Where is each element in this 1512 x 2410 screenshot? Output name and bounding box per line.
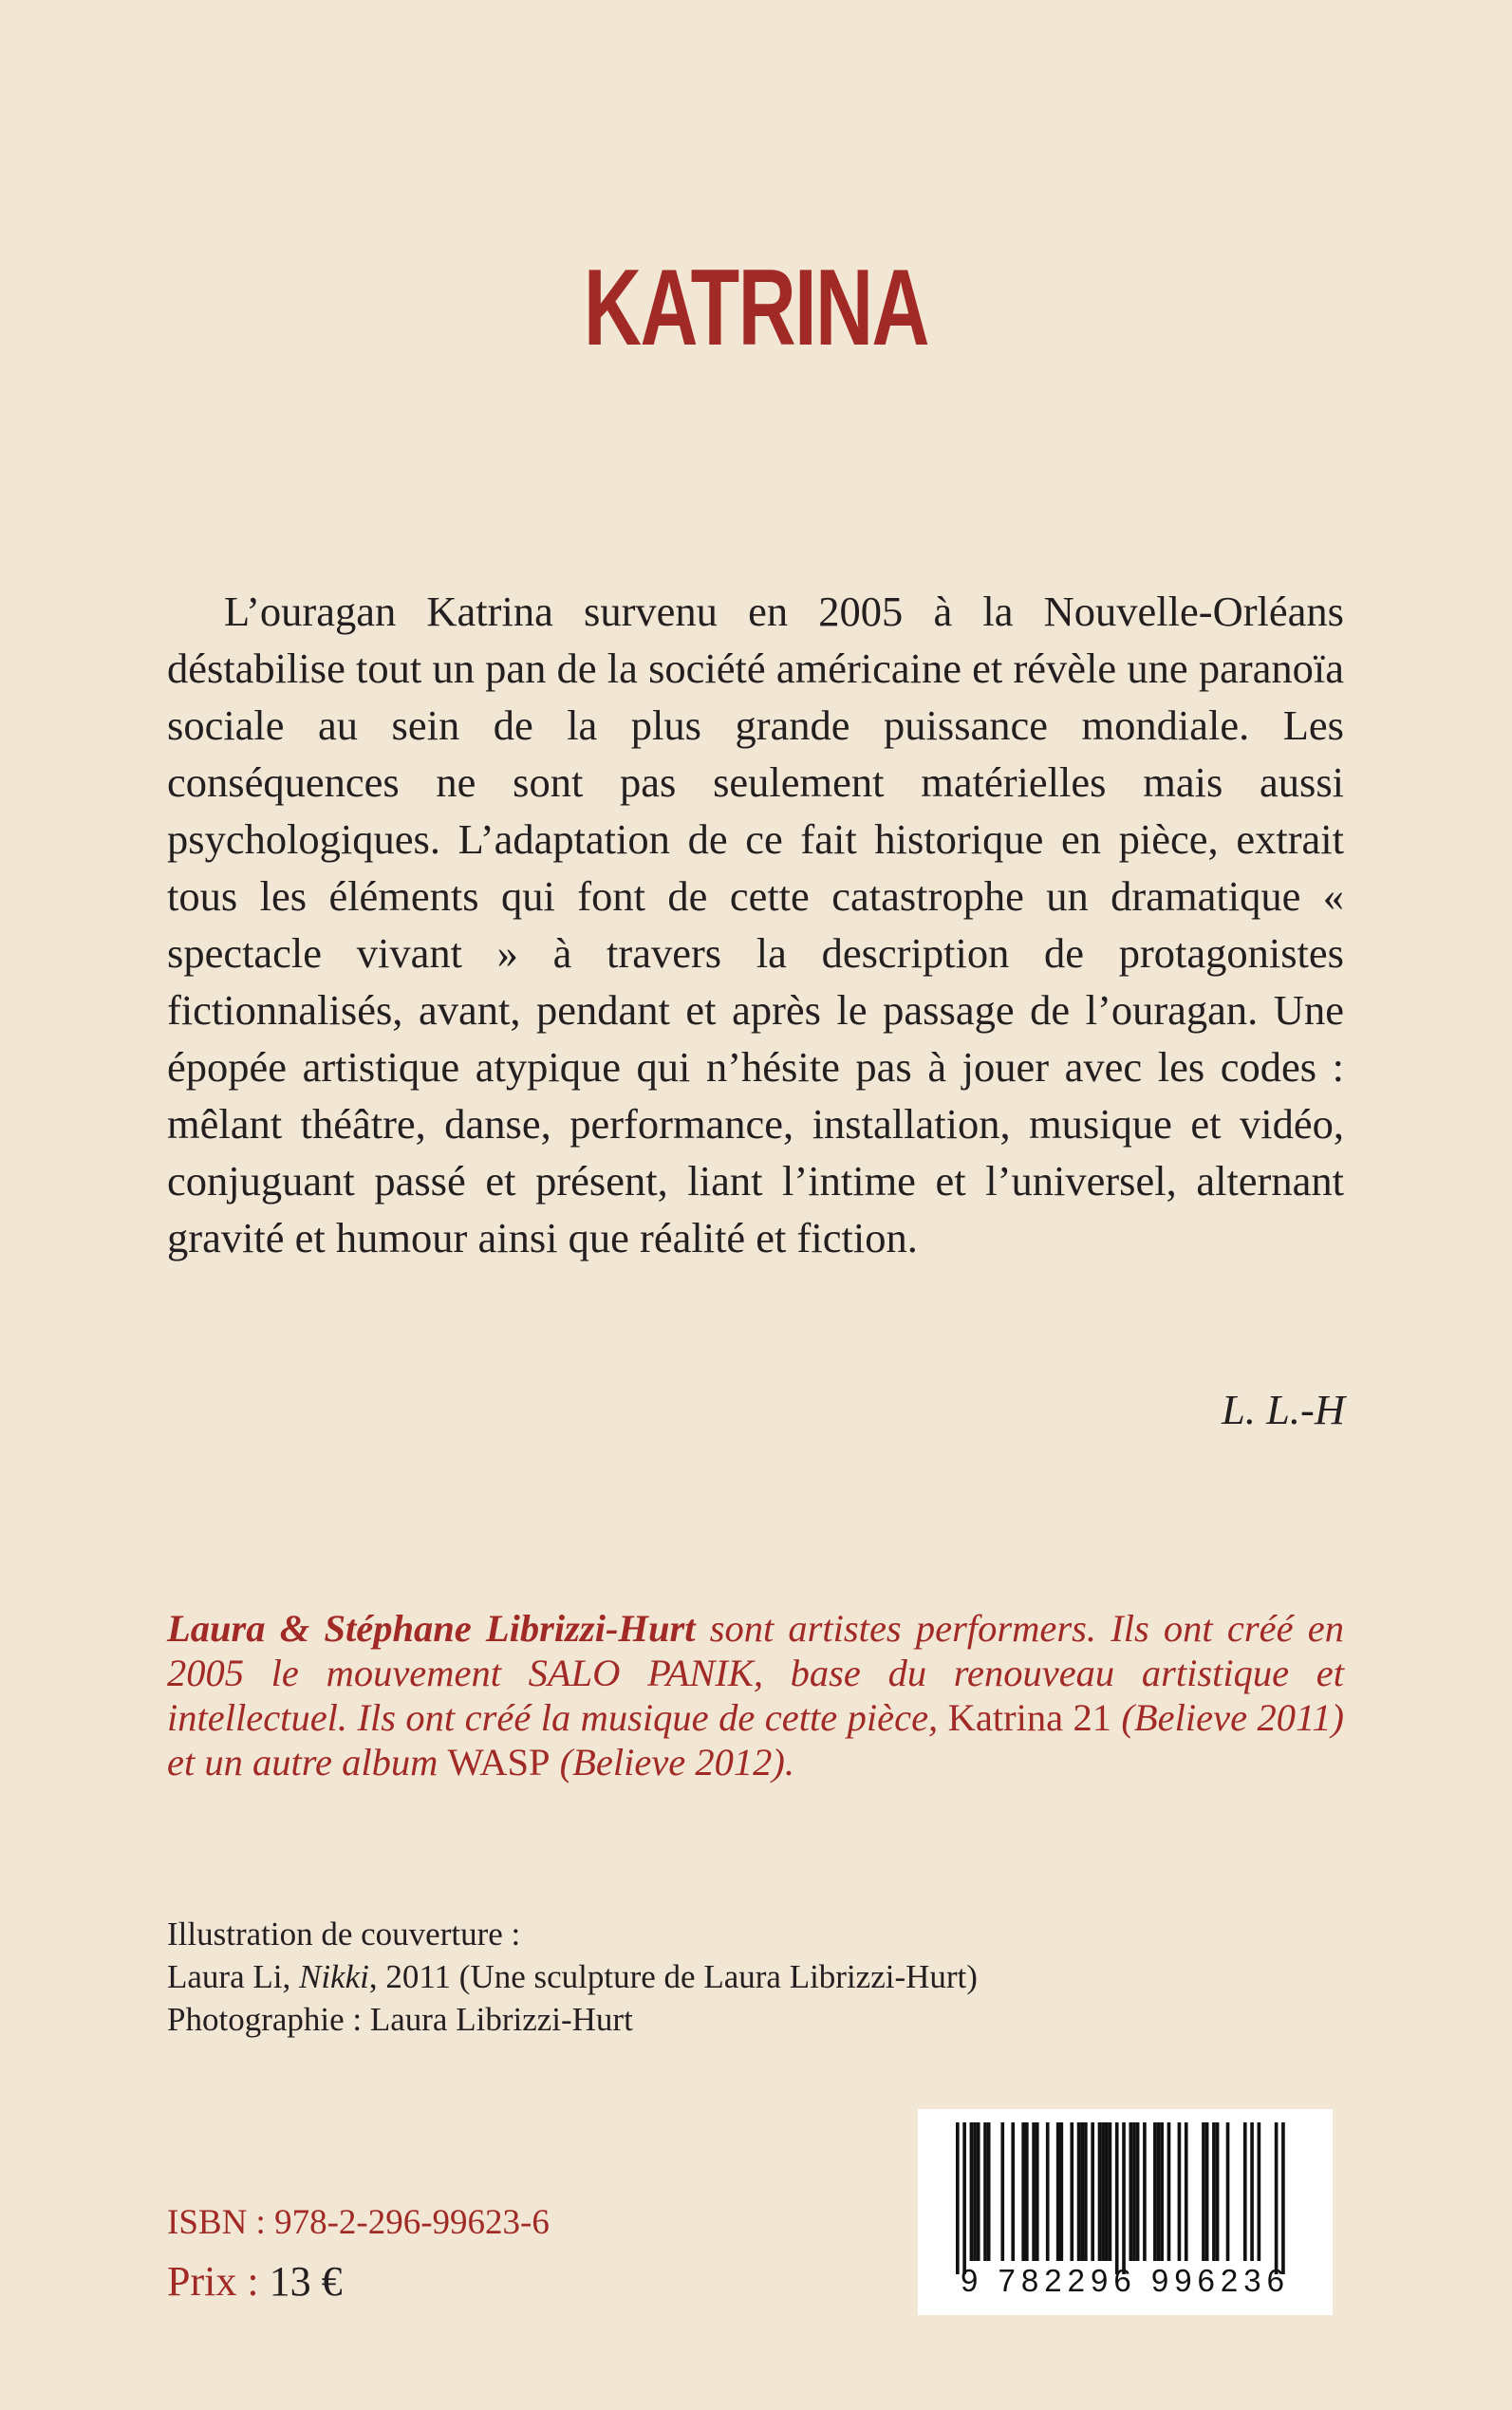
- cover-credits: [167, 1913, 1306, 2041]
- authors-names: Laura & Stéphane Librizzi-Hurt: [167, 1607, 696, 1650]
- book-summary: [167, 583, 1344, 1266]
- barcode-bar: [1080, 2122, 1084, 2261]
- barcode-bar: [1025, 2122, 1029, 2261]
- price: [167, 2257, 343, 2306]
- barcode-bar: [1077, 2122, 1081, 2261]
- barcode-bar: [1226, 2122, 1230, 2261]
- barcode-bar: [1185, 2122, 1188, 2261]
- credits-work-details: , 2011 (Une sculpture de Laura Librizzi-Hurt): [368, 1958, 978, 1995]
- credits-artist: Laura Li,: [167, 1958, 299, 1995]
- barcode-bar: [1167, 2122, 1171, 2261]
- barcode-bar: [977, 2122, 980, 2261]
- barcode-bar: [1084, 2122, 1088, 2261]
- barcode-bar: [1091, 2122, 1094, 2261]
- barcode-bar: [1216, 2122, 1220, 2261]
- barcode-bar: [1036, 2122, 1039, 2261]
- authors-bio-text-2: (Believe 2011) et un autre album: [167, 1696, 1344, 1784]
- barcode-bar: [1258, 2122, 1261, 2261]
- price-label: Prix :: [167, 2258, 270, 2305]
- credits-work-title: Nikki: [298, 1958, 369, 1995]
- barcode-bar: [1032, 2122, 1036, 2261]
- barcode-bar: [1046, 2122, 1050, 2261]
- barcode-bar: [1157, 2122, 1161, 2261]
- barcode-bar: [1070, 2122, 1073, 2261]
- isbn-text: ISBN : 978-2-296-99623-6: [167, 2203, 550, 2242]
- authors-bio: [167, 1606, 1344, 1784]
- book-title: KATRINA: [584, 248, 928, 368]
- credits-heading: Illustration de couverture :: [167, 1915, 521, 1952]
- barcode-bar: [1250, 2122, 1254, 2261]
- barcode-bar: [1143, 2122, 1147, 2261]
- authors-bio-text-1: sont artistes performers. Ils ont créé en 2005 le mouvement SALO PANIK, base du renouveau artistique et intellectuel. Ils ont créé la musique de cette pièce,: [167, 1607, 1344, 1739]
- barcode-bar: [1011, 2122, 1015, 2261]
- barcode-bar: [1122, 2122, 1126, 2274]
- barcode-bar: [1281, 2122, 1285, 2274]
- barcode-bar: [1105, 2122, 1109, 2261]
- barcode-bar: [1205, 2122, 1209, 2261]
- summary-paragraph: L’ouragan Katrina survenu en 2005 à la Nouvelle-Orléans déstabilise tout un pan de la société américaine et révèle une paranoïa sociale au sein de la plus grande puissance mondiale. Les conséquences ne sont pas seulement matérielles mais aussi psychologiques. L’adaptation de ce fait historique en pièce, extrait tous les éléments qui font de cette catastrophe un dramatique « spectacle vivant » à travers la description de protagonistes fictionnalisés, avant, pendant et après le passage de l’ouragan. Une épopée artistique atypique qui n’hésite pas à jouer avec les codes : mêlant théâtre, danse, performance, installation, musique et vidéo, conjuguant passé et présent, liant l’intime et l’universel, alternant gravité et humour ainsi que réalité et fiction.: [167, 588, 1344, 1261]
- barcode-bar: [1115, 2122, 1119, 2274]
- barcode-bar: [1056, 2122, 1060, 2261]
- barcode-bar: [1243, 2122, 1247, 2261]
- price-value: 13 €: [269, 2258, 343, 2305]
- album-title-1: Katrina 21: [947, 1696, 1111, 1739]
- barcode-bar: [987, 2122, 991, 2261]
- summary-signature: L. L.-H: [1222, 1386, 1345, 1433]
- credits-illustration: [167, 1955, 1306, 1998]
- barcode-bar: [1160, 2122, 1164, 2261]
- barcode-bar: [962, 2122, 966, 2274]
- barcode-bar: [1060, 2122, 1064, 2261]
- barcode-bar: [1202, 2122, 1205, 2261]
- barcode-bar: [1136, 2122, 1140, 2261]
- barcode-bar: [1178, 2122, 1182, 2261]
- credits-photo: Photographie : Laura Librizzi-Hurt: [167, 2001, 633, 2038]
- barcode-bar: [973, 2122, 977, 2261]
- barcode-bar: [1153, 2122, 1157, 2261]
- barcode-bar: [1275, 2122, 1279, 2274]
- album-title-2: WASP: [447, 1741, 551, 1784]
- barcode-number: 9 782296 996236: [961, 2263, 1290, 2298]
- barcode-bar: [970, 2122, 974, 2261]
- barcode-bar: [983, 2122, 987, 2261]
- barcode: [918, 2109, 1333, 2315]
- barcode-bar: [1129, 2122, 1133, 2261]
- authors-bio-text-3: (Believe 2012).: [550, 1741, 795, 1784]
- barcode-bar: [1021, 2122, 1025, 2261]
- barcode-bar: [956, 2122, 960, 2274]
- barcode-bar: [1109, 2122, 1112, 2261]
- barcode-bar: [1212, 2122, 1216, 2261]
- barcode-bar: [1132, 2122, 1136, 2261]
- barcode-bar: [1000, 2122, 1004, 2261]
- barcode-bar: [1098, 2122, 1102, 2261]
- barcode-bar: [1101, 2122, 1105, 2261]
